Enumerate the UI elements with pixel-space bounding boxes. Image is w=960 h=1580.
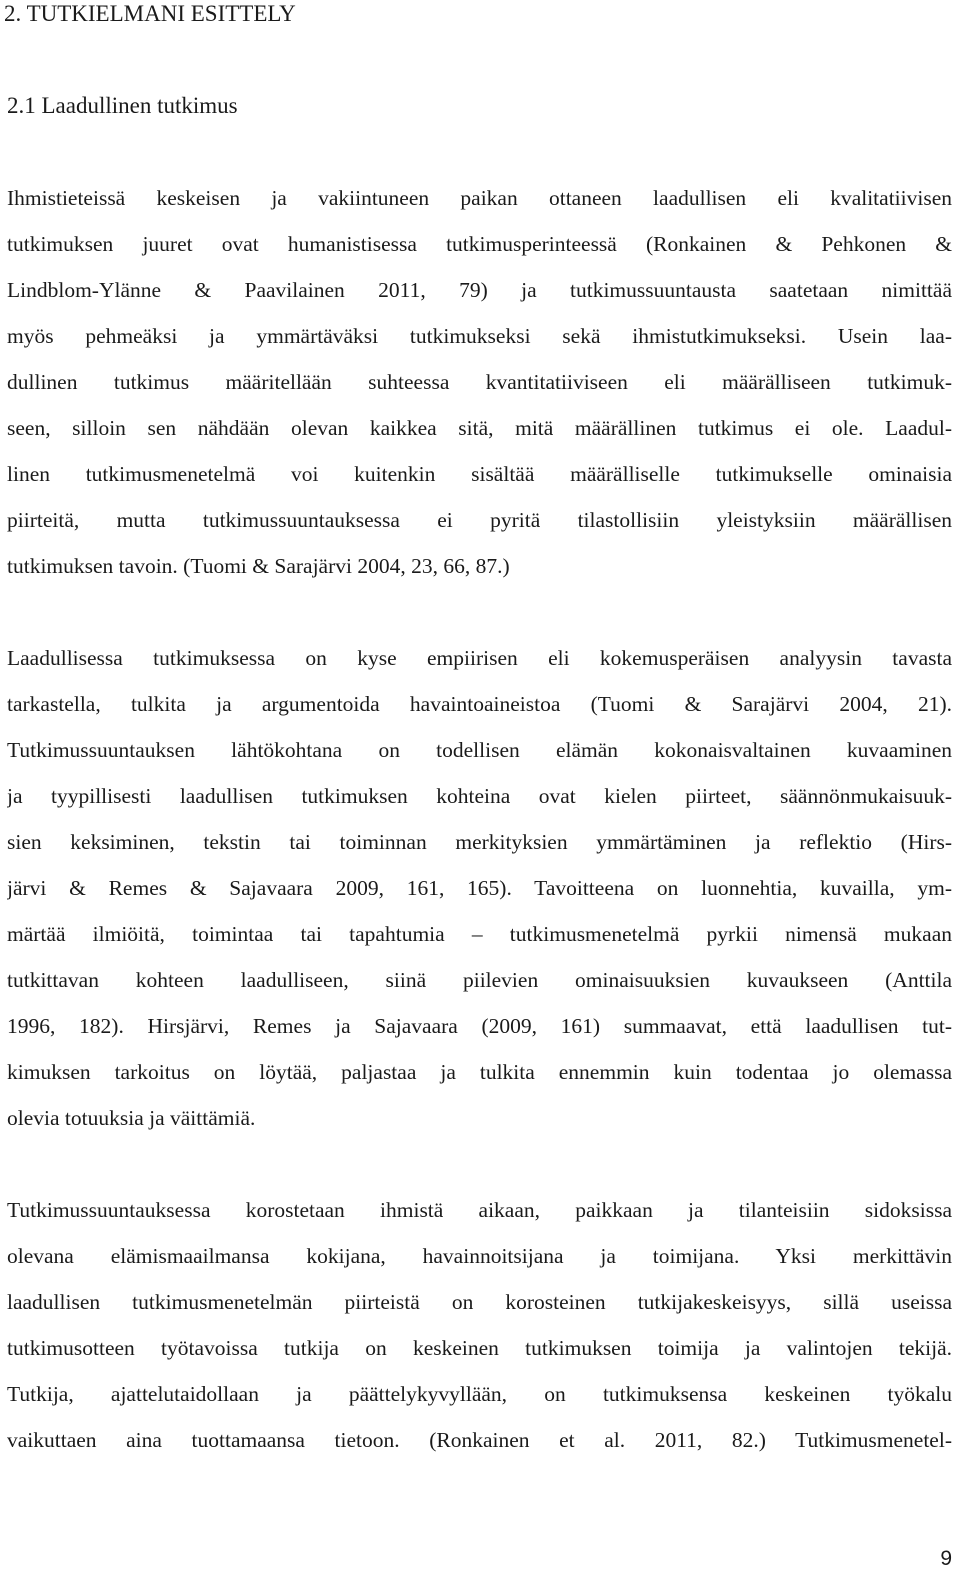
paragraph-line: Lindblom-Ylänne & Paavilainen 2011, 79) ja tutkimussuuntausta saatetaan nimittää [7,278,952,302]
paragraph-line: Tutkija, ajattelutaidollaan ja päättelykyvyllään, on tutkimuksensa keskeinen työkalu [7,1382,952,1406]
paragraph-line: järvi & Remes & Sajavaara 2009, 161, 165). Tavoitteena on luonnehtia, kuvailla, ym- [7,876,952,900]
paragraph-line: laadullisen tutkimusmenetelmän piirteistä on korosteinen tutkijakeskeisyys, sillä useissa [7,1290,952,1314]
paragraph-line: tutkimuksen juuret ovat humanistisessa tutkimusperinteessä (Ronkainen & Pehkonen & [7,232,952,256]
paragraph-line: tarkastella, tulkita ja argumentoida havaintoaineistoa (Tuomi & Sarajärvi 2004, 21). [7,692,952,716]
paragraph-3 [7,1187,952,1463]
paragraph-line: märtää ilmiöitä, toimintaa tai tapahtumia – tutkimusmenetelmä pyrkii nimensä mukaan [7,922,952,946]
paragraph-line: tutkittavan kohteen laadulliseen, siinä piilevien ominaisuuksien kuvaukseen (Anttila [7,968,952,992]
paragraph-line: sien keksiminen, tekstin tai toiminnan merkityksien ymmärtäminen ja reflektio (Hirs- [7,830,952,854]
paragraph-line: Tutkimussuuntauksessa korostetaan ihmistä aikaan, paikkaan ja tilanteisiin sidoksissa [7,1198,952,1222]
paragraph-line: linen tutkimusmenetelmä voi kuitenkin sisältää määrälliselle tutkimukselle ominaisia [7,462,952,486]
paragraph-line: myös pehmeäksi ja ymmärtäväksi tutkimukseksi sekä ihmistutkimukseksi. Usein laa- [7,324,952,348]
paragraph-line: olevana elämismaailmansa kokijana, havainnoitsijana ja toimijana. Yksi merkittävin [7,1244,952,1268]
paragraph-line: Ihmistieteissä keskeisen ja vakiintuneen paikan ottaneen laadullisen eli kvalitatiivisen [7,186,952,210]
paragraph-line: 1996, 182). Hirsjärvi, Remes ja Sajavaara (2009, 161) summaavat, että laadullisen tut- [7,1014,952,1038]
paragraph-line: Tutkimussuuntauksen lähtökohtana on todellisen elämän kokonaisvaltainen kuvaaminen [7,738,952,762]
paragraph-1 [7,175,952,589]
paragraph-line: tutkimuksen tavoin. (Tuomi & Sarajärvi 2004, 23, 66, 87.) [7,554,510,578]
paragraph-line: tutkimusotteen työtavoissa tutkija on keskeinen tutkimuksen toimija ja valintojen tekijä. [7,1336,952,1360]
paragraph-2 [7,635,952,1141]
page-number: 9 [940,1547,952,1570]
chapter-heading: 2. TUTKIELMANI ESITTELY [4,1,296,26]
paragraph-line: vaikuttaen aina tuottamaansa tietoon. (Ronkainen et al. 2011, 82.) Tutkimusmenetel- [7,1428,952,1452]
paragraph-line: dullinen tutkimus määritellään suhteessa kvantitatiiviseen eli määrälliseen tutkimuk- [7,370,952,394]
paragraph-line: piirteitä, mutta tutkimussuuntauksessa ei pyritä tilastollisiin yleistyksiin määrällisen [7,508,952,532]
paragraph-line: Laadullisessa tutkimuksessa on kyse empiirisen eli kokemusperäisen analyysin tavasta [7,646,952,670]
paragraph-line: kimuksen tarkoitus on löytää, paljastaa ja tulkita ennemmin kuin todentaa jo olemassa [7,1060,952,1084]
section-heading: 2.1 Laadullinen tutkimus [7,93,238,118]
paragraph-line: olevia totuuksia ja väittämiä. [7,1106,256,1130]
paragraph-line: ja tyypillisesti laadullisen tutkimuksen kohteina ovat kielen piirteet, säännönmukaisuuk- [7,784,952,808]
paragraph-line: seen, silloin sen nähdään olevan kaikkea sitä, mitä määrällinen tutkimus ei ole. Laadul- [7,416,952,440]
